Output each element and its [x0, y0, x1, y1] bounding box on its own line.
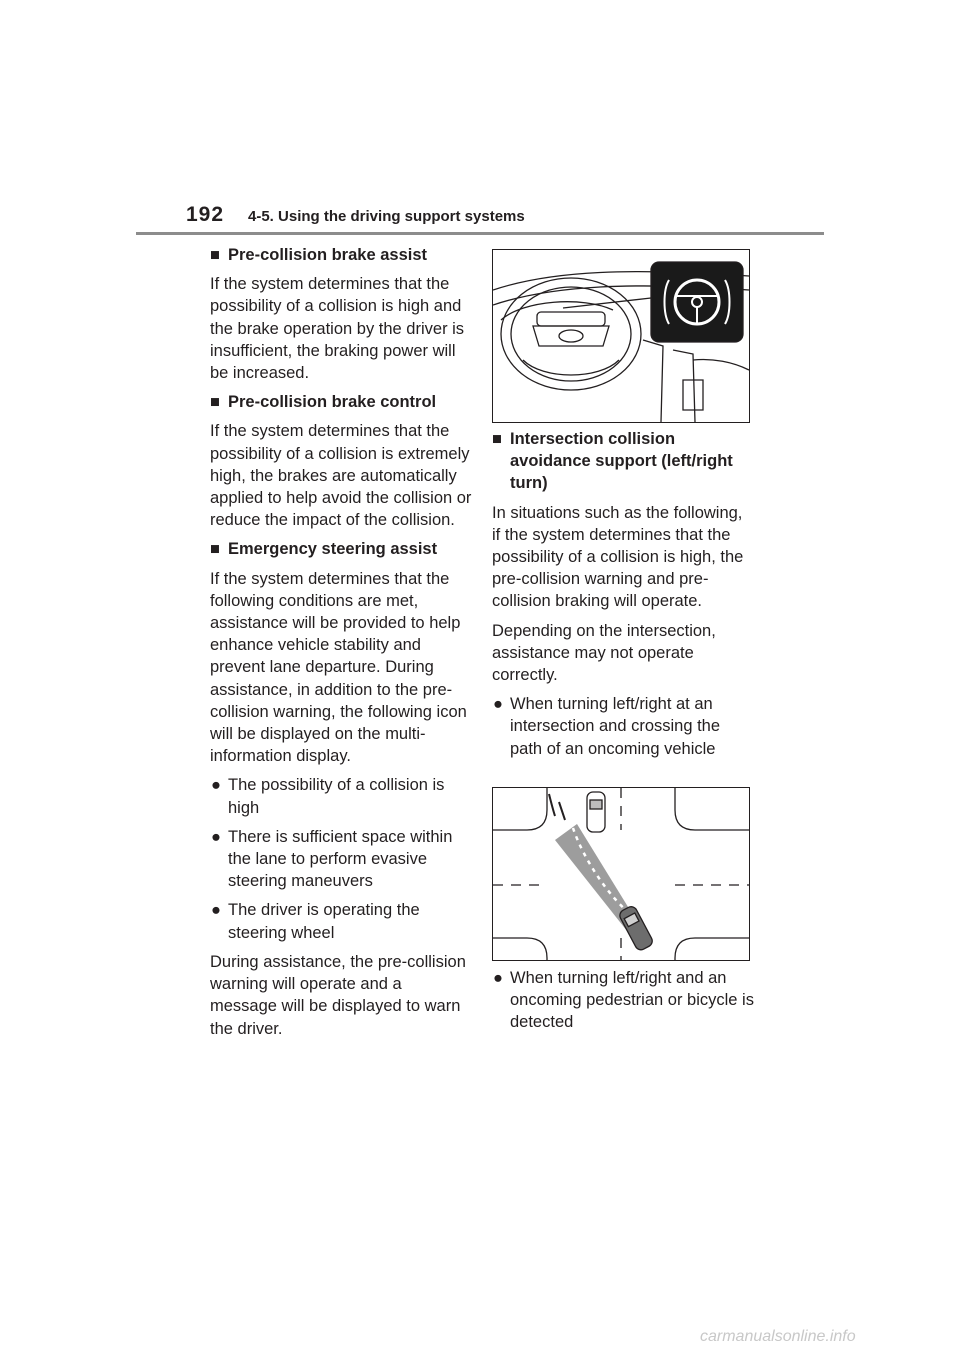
- list-item: ● When turning left/right at an intersection and crossing the path of an oncoming vehicle: [493, 695, 721, 758]
- intersection-note: Depending on the intersection, assistance may not operate correctly.: [492, 621, 716, 685]
- steering-after-text: During assistance, the pre-collision warning will operate and a message will be displayed to warn the driver.: [210, 952, 466, 1038]
- square-bullet-icon: ■: [492, 430, 502, 448]
- dashboard-illustration: [492, 249, 750, 423]
- list-item: ● The possibility of a collision is high: [211, 776, 445, 817]
- left-column: [210, 244, 472, 1047]
- bullet-icon: ●: [211, 901, 221, 920]
- scenario-list-2: [492, 967, 754, 1034]
- heading-brake-control: ■ Pre-collision brake control: [210, 391, 472, 413]
- heading-steering-assist: ■ Emergency steering assist: [210, 538, 472, 560]
- header-rule: [136, 232, 824, 235]
- condition-list: [210, 774, 472, 943]
- list-item: ● The driver is operating the steering wheel: [211, 901, 420, 942]
- scenario-list-1: [492, 693, 754, 760]
- heading-intersection: ■ Intersection collision avoidance support (left/right turn): [492, 428, 754, 495]
- square-bullet-icon: ■: [210, 246, 220, 264]
- section-title: 4-5. Using the driving support systems: [248, 208, 525, 225]
- square-bullet-icon: ■: [210, 540, 220, 559]
- bullet-icon: ●: [493, 968, 503, 987]
- bullet-icon: ●: [211, 776, 221, 795]
- heading-brake-assist: ■ Pre-collision brake assist: [210, 244, 472, 266]
- bullet-icon: ●: [211, 827, 221, 846]
- list-item: ● There is sufficient space within the lane to perform evasive steering maneuvers: [211, 827, 453, 891]
- page-number: 192: [186, 203, 225, 226]
- square-bullet-icon: ■: [210, 393, 220, 412]
- intersection-diagram: [492, 787, 750, 961]
- steering-assist-text: If the system determines that the following conditions are met, assistance will be provided to help enhance vehicle stability and prevent lane departure. During assistance, in addition to the pre-collision warning, the following icon will be displayed on the multi-information display.: [210, 569, 467, 766]
- list-item: ● When turning left/right and an oncoming pedestrian or bicycle is detected: [493, 968, 754, 1032]
- brake-control-text: If the system determines that the possibility of a collision is extremely high, the brakes are automatically applied to help avoid the collision or reduce the impact of the collision.: [210, 422, 472, 530]
- bullet-icon: ●: [493, 695, 503, 714]
- intersection-text: In situations such as the following, if the system determines that the possibility of a collision is high, the pre-collision warning and pre-collision braking will operate.: [492, 503, 744, 611]
- watermark: carmanualsonline.info: [700, 1328, 856, 1345]
- brake-assist-text: If the system determines that the possibility of a collision is high and the brake operation by the driver is insufficient, the braking power will be increased.: [210, 275, 465, 383]
